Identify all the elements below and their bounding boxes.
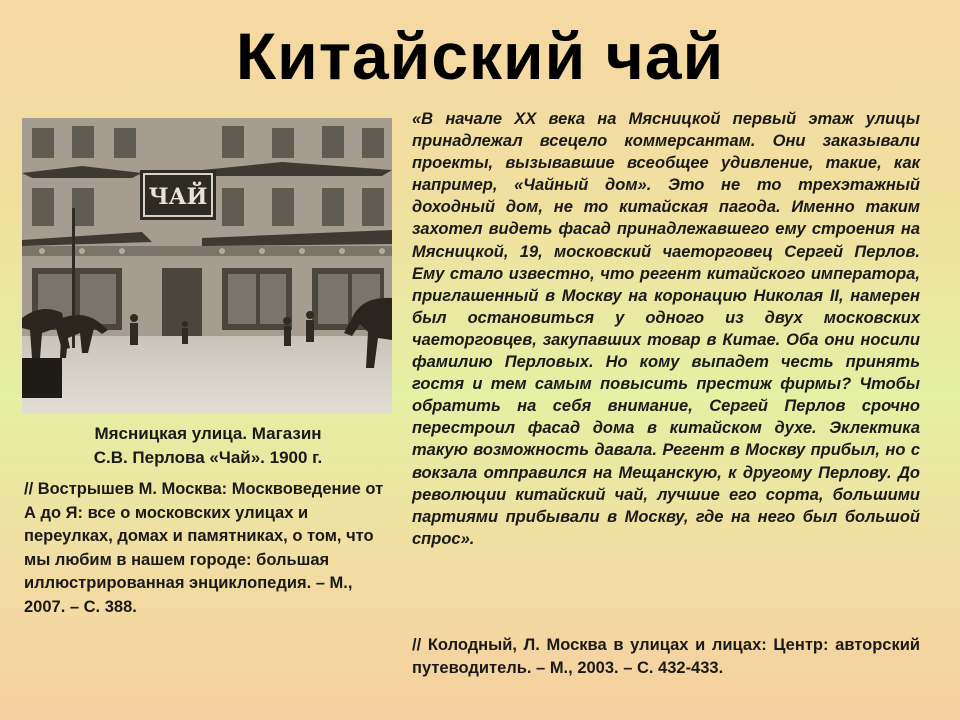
- slide-title: Китайский чай: [235, 19, 725, 93]
- left-reference: // Вострышев М. Москва: Москвоведение от А до Я: все о московских улицах и переулках, домах и памятниках, о том, что мы любим в нашем городе: большая иллюстрированная энциклопедия. – М., 2007. – С. 388.: [24, 480, 384, 616]
- historical-photo: [22, 118, 392, 414]
- right-reference: // Колодный, Л. Москва в улицах и лицах: Центр: авторский путеводитель. – М., 2003. – С. 432-433.: [412, 636, 920, 677]
- street-photo-illustration: [22, 118, 392, 414]
- photo-caption-line1: Мясницкая улица. Магазин: [94, 424, 322, 443]
- shop-sign-text: ЧАЙ: [148, 184, 208, 210]
- photo-caption: [22, 422, 394, 470]
- photo-caption-line2: С.В. Перлова «Чай». 1900 г.: [93, 448, 323, 467]
- history-quote: «В начале ХХ века на Мясницкой первый этаж улицы принадлежал всецело коммерсантам. Они заказывали проекты, вызывавшие всеобщее удивление, такие, как например, «Чайный дом». Это не то трехэтажный доходный дом, не то китайская пагода. Именно таким захотел видеть фасад принадлежавшего ему строения на Мясницкой, 19, московский чаеторговец Сергей Перлов. Ему стало известно, что регент китайского императора, приглашенный в Москву на коронацию Николая II, намерен был остановиться у одного из двух московских чаеторговцев, закупавших товар в Китае. Оба они носили фамилию Перловых. Но кому выпадет честь принять гостя и тем самым повысить престиж фирмы? Чтобы обратить на себя внимание, Сергей Перлов срочно перестроил фасад дома в китайском духе. Эклектика такую возможность давала. Регент в Москву прибыл, но с вокзала отправился на Мещанскую, к другому Перлову. До революции китайский чай, лучшие его сорта, большими партиями прибывали в Москву, где на него был большой спрос».: [412, 110, 920, 548]
